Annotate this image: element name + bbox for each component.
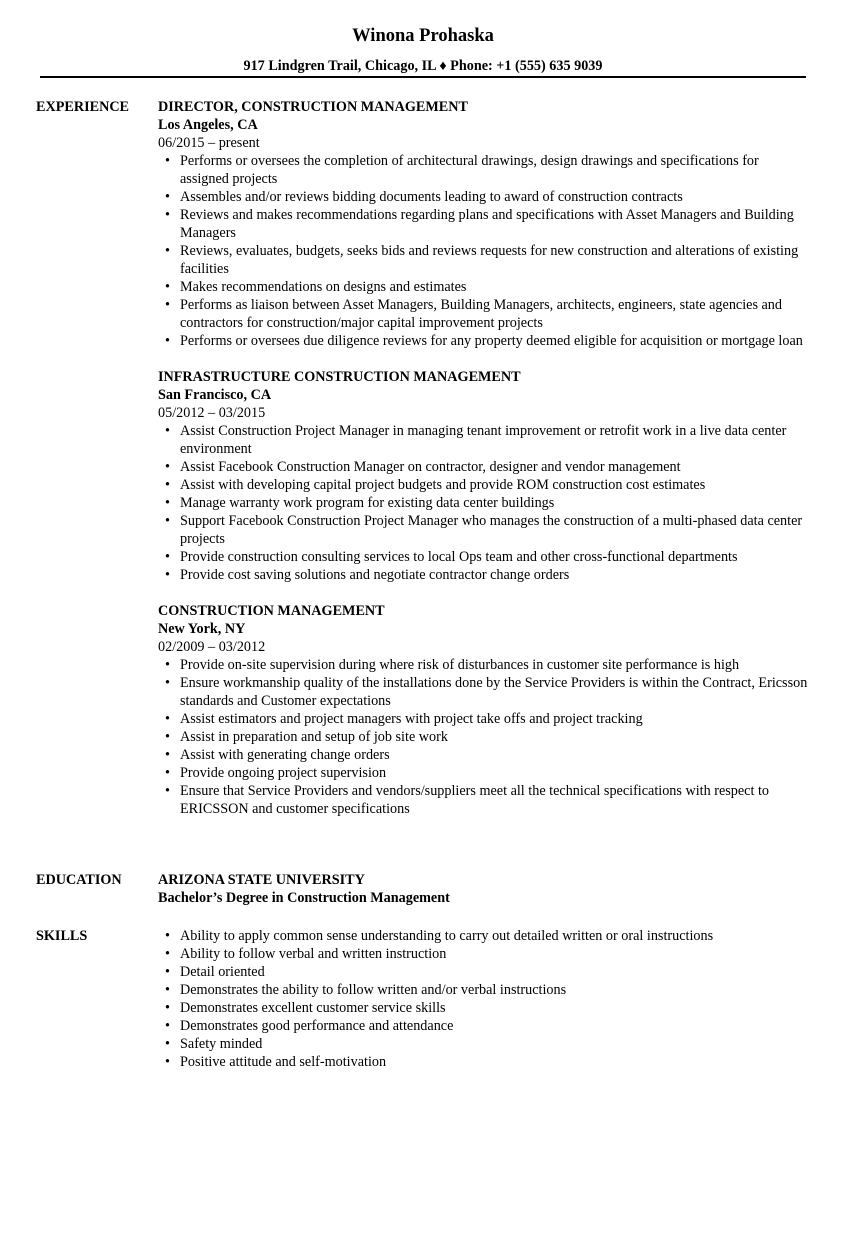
bullet-item: • Performs as liaison between Asset Managers, Building Managers, architects, engineers, state agencies and contractors for construction/major capital improvement projects [158, 296, 808, 332]
job-bullets [158, 656, 808, 818]
bullet-item: • Support Facebook Construction Project Manager who manages the construction of a multi-phased data center projects [158, 512, 808, 548]
job-title: INFRASTRUCTURE CONSTRUCTION MANAGEMENT [158, 369, 521, 385]
skill-item: • Demonstrates good performance and attendance [158, 1017, 808, 1035]
job-entry [158, 98, 808, 350]
bullet-item: • Assist Construction Project Manager in managing tenant improvement or retrofit work in a live data center environment [158, 422, 808, 458]
education-degree: Bachelor’s Degree in Construction Management [158, 890, 450, 906]
job-title: DIRECTOR, CONSTRUCTION MANAGEMENT [158, 99, 468, 115]
education-school: ARIZONA STATE UNIVERSITY [158, 872, 365, 888]
section-label-education: EDUCATION [36, 872, 122, 888]
bullet-item: • Reviews and makes recommendations regarding plans and specifications with Asset Managers and Building Managers [158, 206, 808, 242]
contact-line: 917 Lindgren Trail, Chicago, IL ♦ Phone: +1 (555) 635 9039 [243, 58, 603, 74]
section-label-experience: EXPERIENCE [36, 99, 130, 115]
skill-item: • Demonstrates the ability to follow written and/or verbal instructions [158, 981, 808, 999]
skills-list [158, 927, 808, 1071]
bullet-item: • Performs or oversees the completion of architectural drawings, design drawings and specifications for assigned projects [158, 152, 808, 188]
bullet-item: • Reviews, evaluates, budgets, seeks bids and reviews requests for new construction and alterations of existing facilities [158, 242, 808, 278]
skill-item: • Detail oriented [158, 963, 808, 981]
section-label-skills: SKILLS [36, 928, 88, 944]
bullet-item: • Assist estimators and project managers with project take offs and project tracking [158, 710, 808, 728]
bullet-item: • Provide ongoing project supervision [158, 764, 808, 782]
bullet-item: • Assist with developing capital project budgets and provide ROM construction cost estimates [158, 476, 808, 494]
job-entry [158, 602, 808, 818]
job-bullets [158, 152, 808, 350]
job-entry [158, 368, 808, 584]
bullet-item: • Manage warranty work program for existing data center buildings [158, 494, 808, 512]
job-dates: 05/2012 – 03/2015 [158, 405, 266, 421]
bullet-item: • Assist in preparation and setup of job site work [158, 728, 808, 746]
skill-item: • Ability to apply common sense understanding to carry out detailed written or oral instructions [158, 927, 808, 945]
job-dates: 02/2009 – 03/2012 [158, 639, 266, 655]
bullet-item: • Provide cost saving solutions and negotiate contractor change orders [158, 566, 808, 584]
job-location: San Francisco, CA [158, 387, 272, 403]
job-bullets [158, 422, 808, 584]
candidate-name: Winona Prohaska [352, 26, 494, 46]
bullet-item: • Ensure that Service Providers and vendors/suppliers meet all the technical specifications with respect to ERICSSON and customer specifications [158, 782, 808, 818]
job-dates: 06/2015 – present [158, 135, 260, 151]
experience-body [158, 98, 808, 836]
education-body [158, 871, 808, 907]
skill-item: • Positive attitude and self-motivation [158, 1053, 808, 1071]
bullet-item: • Makes recommendations on designs and estimates [158, 278, 808, 296]
skill-item: • Safety minded [158, 1035, 808, 1053]
job-location: Los Angeles, CA [158, 117, 258, 133]
bullet-item: • Performs or oversees due diligence reviews for any property deemed eligible for acquisition or mortgage loan [158, 332, 808, 350]
bullet-item: • Assembles and/or reviews bidding documents leading to award of construction contracts [158, 188, 808, 206]
skills-body [158, 927, 808, 1071]
skill-item: • Ability to follow verbal and written instruction [158, 945, 808, 963]
job-location: New York, NY [158, 621, 246, 637]
bullet-item: • Assist with generating change orders [158, 746, 808, 764]
job-title: CONSTRUCTION MANAGEMENT [158, 603, 385, 619]
bullet-item: • Provide construction consulting services to local Ops team and other cross-functional departments [158, 548, 808, 566]
skill-item: • Demonstrates excellent customer service skills [158, 999, 808, 1017]
bullet-item: • Ensure workmanship quality of the installations done by the Service Providers is within the Contract, Ericsson standards and Customer expectations [158, 674, 808, 710]
bullet-item: • Assist Facebook Construction Manager on contractor, designer and vendor management [158, 458, 808, 476]
header-divider [40, 76, 806, 78]
bullet-item: • Provide on-site supervision during where risk of disturbances in customer site performance is high [158, 656, 808, 674]
